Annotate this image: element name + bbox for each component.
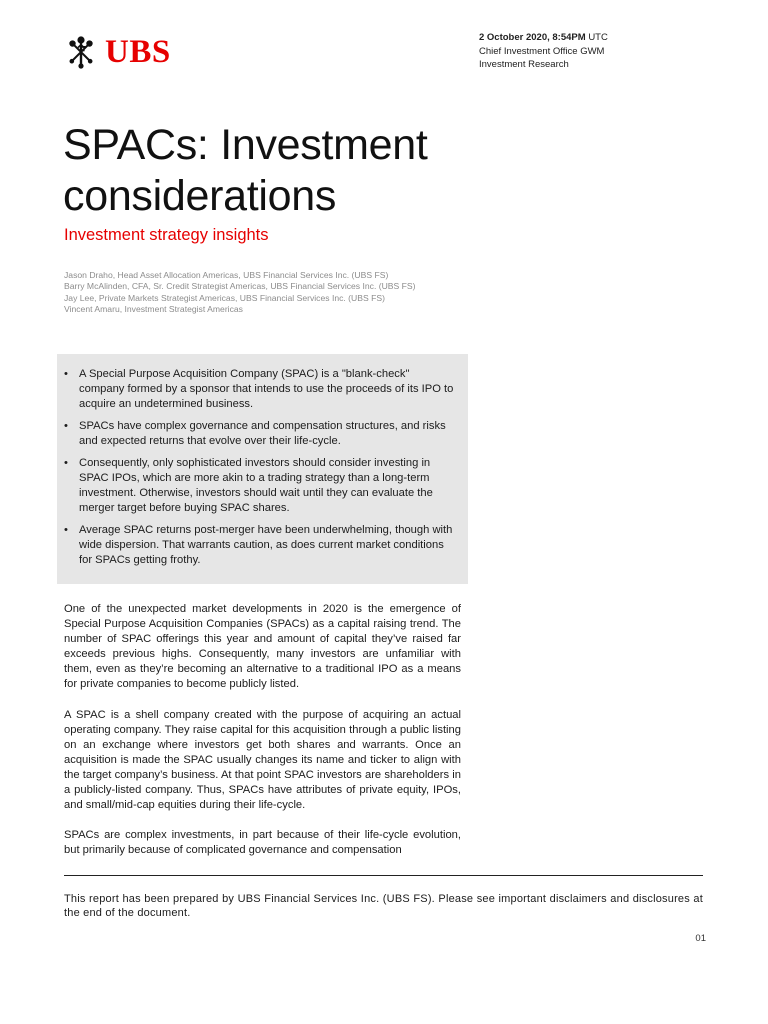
- report-department: Investment Research: [479, 59, 569, 70]
- page-number: 01: [695, 933, 706, 944]
- body-paragraph: SPACs are complex investments, in part because of their life-cycle evolution, but primarily because of complicated governance and compensation: [64, 829, 461, 857]
- body-paragraph: One of the unexpected market developments in 2020 is the emergence of Special Purpose Acquisition Companies (SPACs) as a capital raising trend. The number of SPAC offerings this year and amount of capital they’ve raised far exceeds previous highs. Consequently, many investors are unfamiliar with them, even as they’re becoming an alternative to a traditional IPO as a means for private companies to become publicly listed.: [64, 603, 461, 691]
- key-point-text: A Special Purpose Acquisition Company (SPAC) is a "blank-check" company formed by a sponsor that intends to use the proceeds of its IPO to acquire an undetermined business.: [79, 368, 454, 410]
- bullet-icon: •: [64, 368, 68, 380]
- author-list: [64, 270, 416, 316]
- footer-divider: [64, 875, 703, 876]
- key-point: [64, 419, 456, 449]
- bullet-icon: •: [64, 524, 68, 536]
- key-points-box: [57, 354, 468, 584]
- report-meta: [479, 31, 608, 72]
- author-line: Jay Lee, Private Markets Strategist Americas, UBS Financial Services Inc. (UBS FS): [64, 292, 385, 303]
- author-line: Barry McAlinden, CFA, Sr. Credit Strategist Americas, UBS Financial Services Inc. (UBS FS): [64, 281, 416, 292]
- key-point: [64, 367, 456, 412]
- page-title: SPACs: Investment considerations: [63, 121, 428, 220]
- ubs-logo: [63, 34, 171, 70]
- key-point-text: Consequently, only sophisticated investors should consider investing in SPAC IPOs, which are more akin to a trading strategy than a long-term investment. Otherwise, investors should wait until they can evaluate the merger target before buying SPAC shares.: [79, 457, 433, 514]
- key-points-list: [64, 367, 456, 568]
- key-point-text: SPACs have complex governance and compensation structures, and risks and expected returns that evolve over their life-cycle.: [79, 420, 446, 447]
- report-timezone: UTC: [588, 32, 608, 43]
- key-point: [64, 456, 456, 516]
- bullet-icon: •: [64, 457, 68, 469]
- brand-name: UBS: [105, 33, 171, 70]
- keys-emblem-icon: [63, 34, 99, 70]
- body-text: [64, 602, 461, 858]
- report-date-value: 2 October 2020, 8:54PM: [479, 32, 586, 43]
- author-line: Vincent Amaru, Investment Strategist Americas: [64, 304, 243, 315]
- author-line: Jason Draho, Head Asset Allocation Americas, UBS Financial Services Inc. (UBS FS): [64, 270, 389, 280]
- report-date: [479, 31, 608, 45]
- key-point-text: Average SPAC returns post-merger have been underwhelming, though with wide dispersion. That warrants caution, as does current market conditions for SPACs getting frothy.: [79, 524, 453, 566]
- report-office: Chief Investment Office GWM: [479, 45, 605, 57]
- body-paragraph: A SPAC is a shell company created with the purpose of acquiring an actual operating company. They raise capital for this acquisition through a public listing on an exchange where investors get both shares and warrants. Once an acquisition is made the SPAC usually changes its name and ticker to align with the target company’s business. At that point SPAC investors are shareholders in a publicly-listed company. Thus, SPACs have attributes of private equity, IPOs, and small/mid-cap equities during their life-cycle.: [64, 708, 461, 812]
- page-subtitle: Investment strategy insights: [64, 226, 269, 244]
- bullet-icon: •: [64, 420, 68, 432]
- disclaimer-text: This report has been prepared by UBS Financial Services Inc. (UBS FS). Please see important disclaimers and disclosures at the end of the document.: [64, 893, 703, 920]
- key-point: [64, 523, 456, 568]
